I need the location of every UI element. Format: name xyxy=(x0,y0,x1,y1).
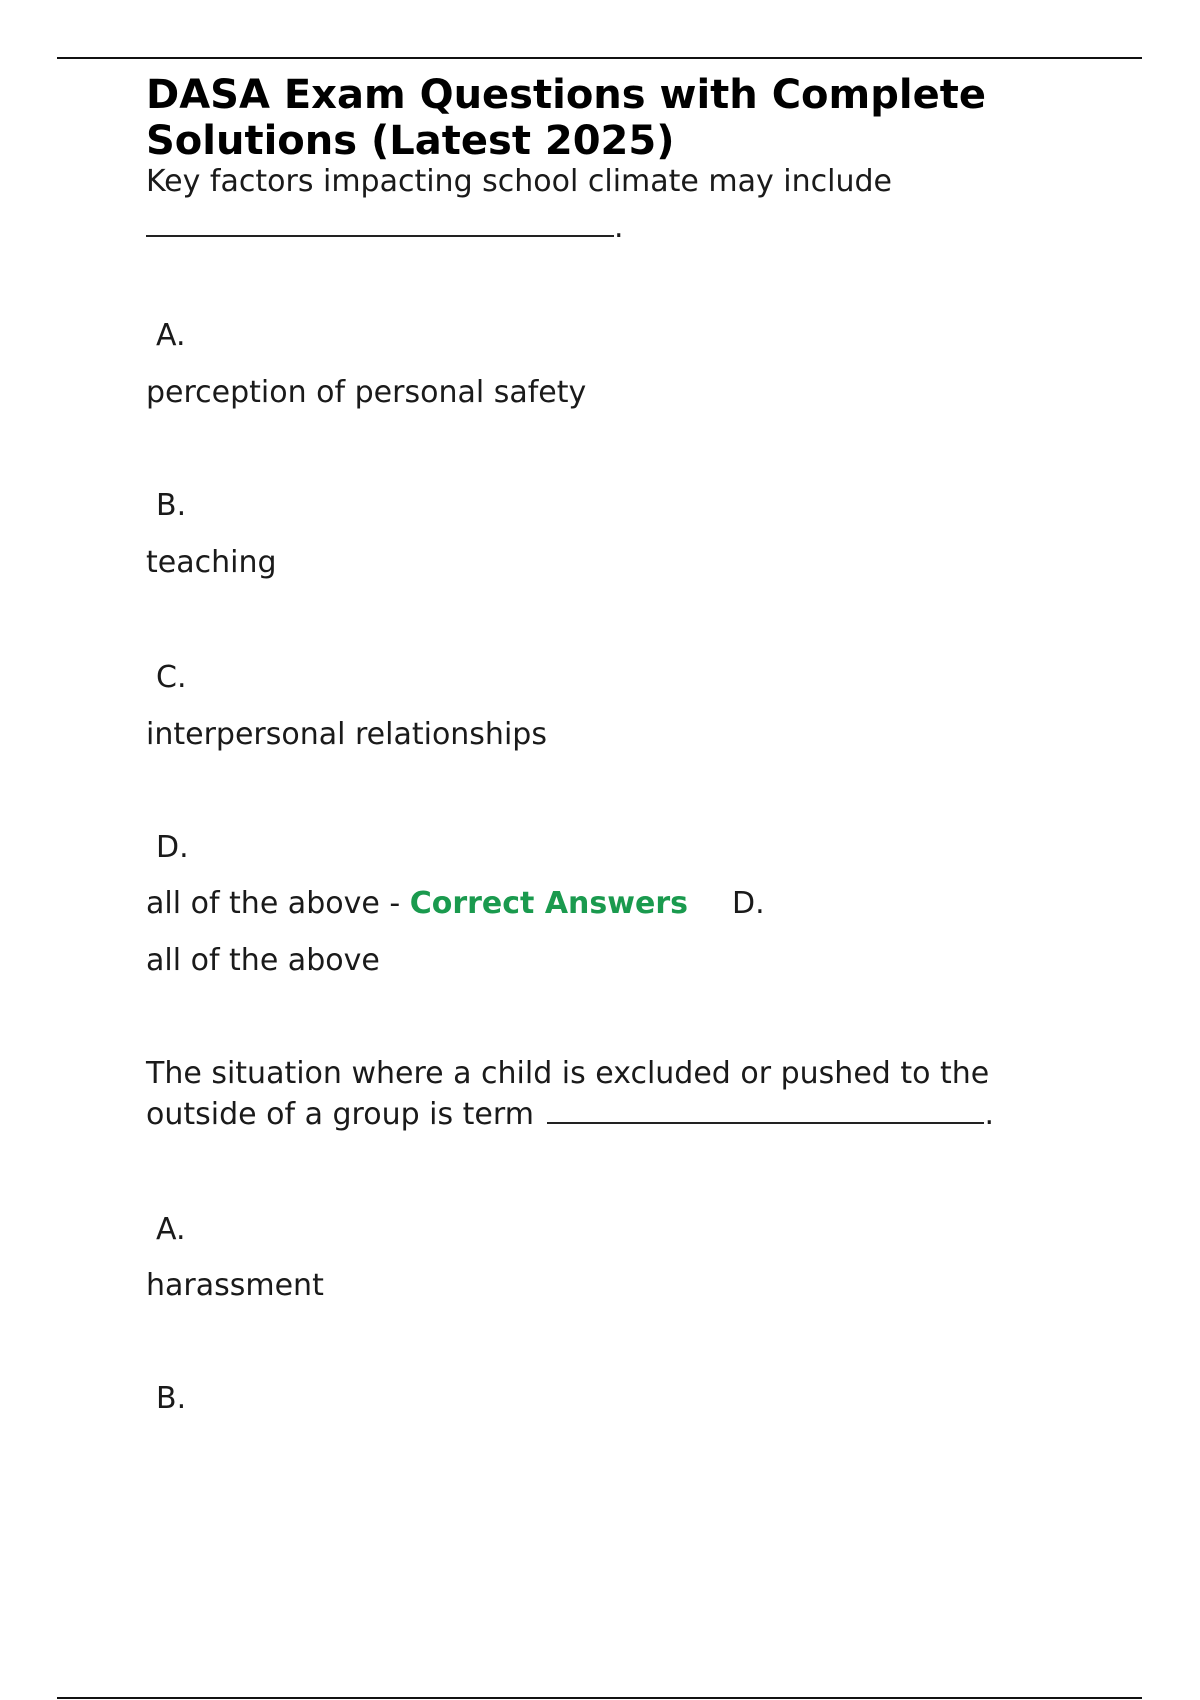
q2-option-a-letter: A. xyxy=(156,1212,186,1247)
q1-option-d-letter: D. xyxy=(156,830,189,865)
q2-fill-blank xyxy=(547,1120,984,1124)
q1-answer-letter: D. xyxy=(731,886,765,921)
q1-option-d-line xyxy=(146,886,765,922)
q1-option-c-text: interpersonal relationships xyxy=(146,717,547,752)
q1-option-b-letter: B. xyxy=(156,488,187,523)
q2-stem-line-1: The situation where a child is excluded or pushed to the xyxy=(146,1056,990,1091)
top-rule xyxy=(57,57,1142,59)
q1-option-b-text: teaching xyxy=(146,545,277,580)
q1-option-d-text: all of the above - xyxy=(146,886,410,921)
q2-stem-line-2: outside of a group is term xyxy=(146,1097,534,1132)
q1-stem-end: . xyxy=(614,210,624,245)
q1-stem-blank-line xyxy=(146,210,624,246)
document-header xyxy=(146,72,1046,164)
q1-answer-text: all of the above xyxy=(146,943,380,978)
q2-option-b-letter: B. xyxy=(156,1381,187,1416)
title-line-1: DASA Exam Questions with Complete xyxy=(146,72,986,118)
q1-stem: Key factors impacting school climate may include xyxy=(146,164,892,199)
document-title xyxy=(146,72,1046,164)
q2-stem-end: . xyxy=(984,1097,995,1132)
title-line-2: Solutions (Latest 2025) xyxy=(146,118,675,164)
q1-option-a-letter: A. xyxy=(156,318,186,353)
correct-answers-label: Correct Answers xyxy=(409,886,688,921)
q2-stem-line-2-row xyxy=(146,1097,994,1133)
q2-option-a-text: harassment xyxy=(146,1268,324,1303)
bottom-rule xyxy=(57,1697,1142,1699)
q1-option-a-text: perception of personal safety xyxy=(146,375,587,410)
q1-fill-blank xyxy=(146,233,614,237)
q1-option-c-letter: C. xyxy=(156,660,187,695)
